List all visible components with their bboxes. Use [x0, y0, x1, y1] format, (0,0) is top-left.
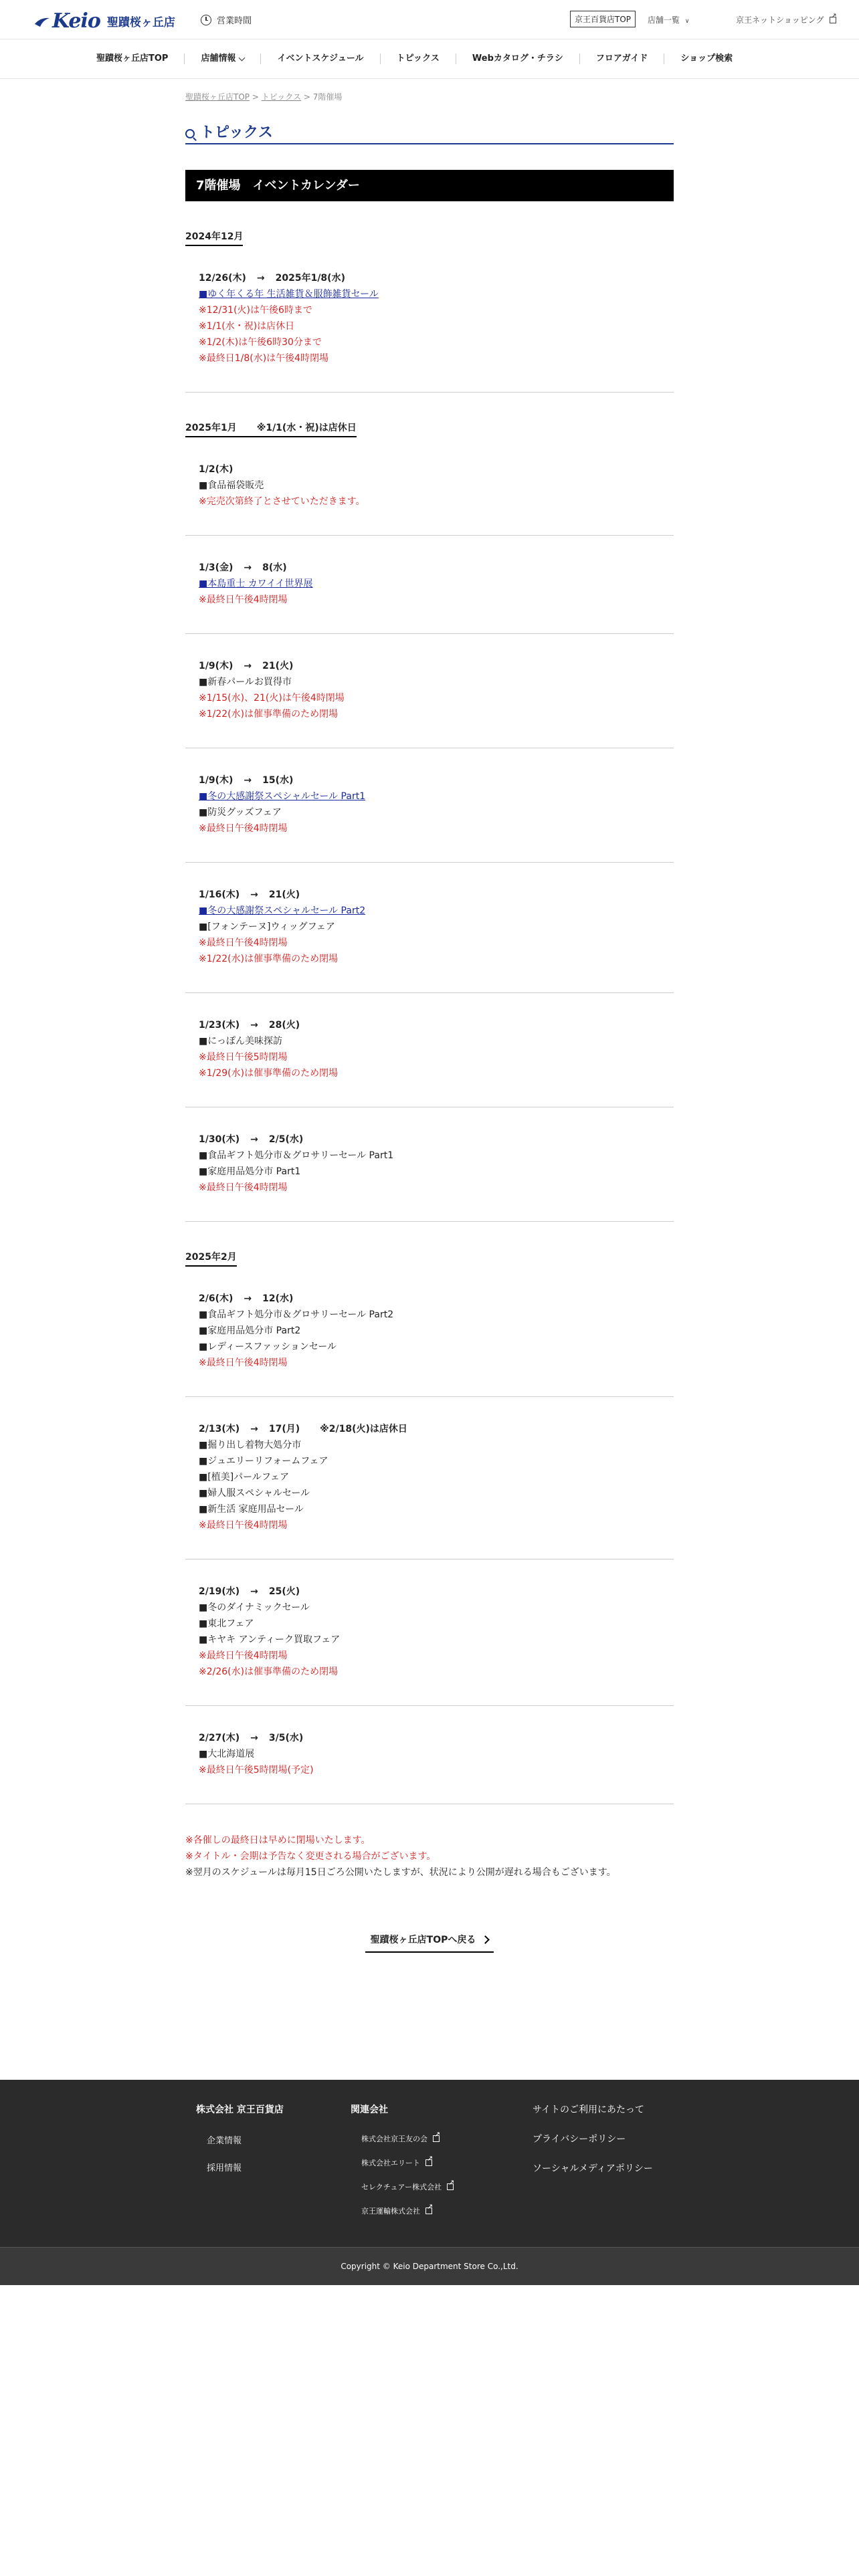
event-dates — [199, 1730, 674, 1746]
event-item — [185, 993, 674, 1107]
event-title: ■掘り出し着物大処分市 — [199, 1440, 302, 1451]
event-title: ■食品ギフト処分市＆グロサリーセール Part1 — [199, 1150, 394, 1161]
event-end-date: 2025年1/8(水) — [275, 273, 345, 284]
event-note: ※最終日午後4時閉場 — [199, 823, 288, 834]
month-heading — [185, 421, 357, 437]
event-note: ※最終日1/8(水)は午後4時閉場 — [199, 353, 329, 364]
footer-link-related-1[interactable] — [361, 2133, 454, 2144]
event-dates — [199, 1132, 674, 1148]
keio-top-link[interactable]: 京王百貨店TOP — [570, 11, 636, 27]
net-shopping-label: 京王ネットショッピング — [736, 15, 824, 25]
main-content — [185, 78, 674, 1953]
footer-company-title: 株式会社 京王百貨店 — [196, 2105, 284, 2115]
event-link[interactable]: ■ゆく年くる年 生活雑貨＆服飾雑貨セール — [199, 289, 379, 300]
breadcrumb-topics[interactable]: トピックス — [261, 92, 302, 102]
event-note: ※2/26(水)は催事準備のため閉場 — [199, 1667, 339, 1677]
event-end-date: 12(水) — [262, 1293, 294, 1304]
event-note: ※最終日午後5時閉場 — [199, 1052, 288, 1063]
net-shopping-link[interactable] — [736, 14, 836, 25]
event-title: ■冬のダイナミックセール — [199, 1602, 310, 1613]
top-bar — [0, 0, 859, 39]
event-note: ※1/15(水)、21(火)は午後4時閉場 — [199, 693, 345, 704]
arrow-right-icon: → — [244, 1293, 252, 1304]
event-end-date: 21(火) — [262, 661, 294, 671]
event-title: ■にっぽん美味探訪 — [199, 1036, 282, 1047]
event-title: ■婦人服スペシャルセール — [199, 1488, 310, 1499]
back-button-label: 聖蹟桜ヶ丘店TOPへ戻る — [370, 1935, 476, 1945]
event-title: ■新生活 家庭用品セール — [199, 1504, 304, 1515]
event-title: ■ジュエリーリフォームフェア — [199, 1456, 328, 1467]
event-link[interactable]: ■冬の大感謝祭スペシャルセール Part2 — [199, 905, 366, 916]
event-note: ※最終日午後5時閉場(予定) — [199, 1765, 314, 1776]
event-start-date: 1/30(木) — [199, 1134, 240, 1145]
event-dates — [199, 560, 674, 576]
external-link-icon — [425, 2159, 432, 2166]
footnote: ※翌月のスケジュールは毎月15日ごろ公開いたしますが、状況により公開が遅れる場合もございます。 — [185, 1867, 616, 1878]
external-link-icon — [447, 2183, 454, 2190]
event-note: ※最終日午後4時閉場 — [199, 938, 288, 948]
event-dates — [199, 1421, 674, 1437]
store-logo-link[interactable] — [33, 9, 175, 33]
external-link-icon — [425, 2208, 432, 2214]
external-link-icon — [830, 17, 836, 23]
event-title: ■新春パールお買得市 — [199, 677, 292, 687]
event-start-date: 12/26(木) — [199, 273, 246, 284]
event-title: ■[フォンテーヌ]ウィッグフェア — [199, 922, 335, 932]
footer-link-social-policy[interactable]: ソーシャルメディアポリシー — [533, 2163, 653, 2174]
event-item — [185, 863, 674, 993]
event-start-date: 2/19(水) — [199, 1586, 240, 1597]
event-item — [185, 1107, 674, 1222]
event-start-date: 1/9(木) — [199, 775, 233, 786]
event-note: ※1/2(木)は午後6時30分まで — [199, 337, 322, 348]
breadcrumb-home[interactable]: 聖蹟桜ヶ丘店TOP — [185, 92, 250, 102]
month-label: 2025年1月 — [185, 423, 237, 433]
event-note: ※1/22(水)は催事準備のため閉場 — [199, 709, 339, 720]
event-dates — [199, 772, 674, 788]
event-note: ※1/29(水)は催事準備のため閉場 — [199, 1068, 339, 1079]
event-note: ※1/22(水)は催事準備のため閉場 — [199, 954, 339, 964]
nav-label: 店舗情報 — [201, 53, 236, 64]
stores-label: 店舗一覧 — [648, 15, 680, 25]
keio-bird-icon — [33, 16, 51, 28]
month-heading — [185, 229, 243, 246]
nav-label: イベントスケジュール — [277, 53, 364, 64]
event-link[interactable]: ■本島重士 カワイイ世界展 — [199, 578, 313, 589]
nav-label: ショップ検索 — [680, 53, 733, 64]
month-label: 2024年12月 — [185, 231, 244, 242]
footer-col-policies — [533, 2103, 653, 2191]
event-start-date: 2/6(木) — [199, 1293, 233, 1304]
footer-link-related-3[interactable] — [361, 2181, 454, 2192]
event-end-date: 28(火) — [268, 1020, 300, 1031]
event-start-date: 1/9(木) — [199, 661, 233, 671]
breadcrumb — [185, 91, 674, 102]
chevron-down-icon — [239, 54, 246, 61]
footer — [0, 2080, 859, 2247]
event-end-date: 21(火) — [268, 889, 300, 900]
hours-link[interactable] — [201, 13, 252, 26]
copyright: Copyright © Keio Department Store Co.,Ltd. — [0, 2247, 859, 2285]
event-start-date: 1/3(金) — [199, 562, 233, 573]
footnote: ※各催しの最終日は早めに閉場いたします。 — [185, 1835, 371, 1846]
event-dates — [199, 887, 674, 903]
closed-day-note: ※2/18(火)は店休日 — [320, 1424, 407, 1434]
nav-item-event-schedule[interactable] — [261, 53, 380, 64]
nav-label: Webカタログ・チラシ — [472, 53, 563, 64]
chevron-down-icon: ∨ — [684, 18, 690, 25]
event-end-date: 2/5(水) — [268, 1134, 304, 1145]
footer-link-recruit[interactable]: 採用情報 — [207, 2163, 242, 2173]
event-dates — [199, 1291, 674, 1307]
event-note: ※1/1(水・祝)は店休日 — [199, 321, 295, 332]
clock-icon — [201, 15, 211, 25]
arrow-right-icon: → — [250, 1733, 258, 1743]
page-heading — [185, 121, 674, 144]
stores-dropdown[interactable] — [648, 14, 689, 25]
event-link[interactable]: ■冬の大感謝祭スペシャルセール Part1 — [199, 791, 366, 802]
footer-link-privacy[interactable]: プライバシーポリシー — [533, 2134, 626, 2145]
footer-link-label: 京王運輸株式会社 — [361, 2207, 420, 2216]
event-title: ■キヤキ アンティーク買取フェア — [199, 1634, 341, 1645]
nav-item-floor-guide[interactable] — [580, 53, 664, 64]
search-icon — [185, 129, 195, 138]
arrow-right-icon: → — [250, 1424, 258, 1434]
breadcrumb-current: 7階催場 — [312, 92, 343, 102]
footer-link-terms[interactable]: サイトのご利用にあたって — [533, 2105, 645, 2115]
event-dates — [199, 1017, 674, 1033]
event-item — [185, 1560, 674, 1706]
event-title: ■[植美]パールフェア — [199, 1472, 290, 1483]
nav-item-topics[interactable] — [381, 53, 456, 64]
event-start-date: 1/23(木) — [199, 1020, 240, 1031]
arrow-right-icon: → — [250, 1134, 258, 1145]
event-item — [185, 1397, 674, 1560]
event-note: ※最終日午後4時閉場 — [199, 1520, 288, 1531]
event-note: ※最終日午後4時閉場 — [199, 1650, 288, 1661]
event-title: ■食品ギフト処分市＆グロサリーセール Part2 — [199, 1309, 394, 1320]
nav-item-shop-search[interactable] — [664, 53, 749, 64]
external-link-icon — [433, 2135, 440, 2142]
footer-col-company — [196, 2103, 284, 2188]
event-start-date: 2/27(木) — [199, 1733, 240, 1743]
arrow-right-icon: → — [250, 1586, 258, 1597]
month-heading — [185, 1250, 237, 1267]
event-note: ※12/31(火)は午後6時まで — [199, 305, 312, 316]
logo-text: Keio — [52, 9, 100, 33]
event-dates — [199, 658, 674, 674]
event-item — [185, 748, 674, 863]
event-end-date: 17(月) — [268, 1424, 300, 1434]
event-end-date: 3/5(水) — [268, 1733, 304, 1743]
arrow-right-icon: → — [256, 273, 265, 284]
closed-day-note: ※1/1(水・祝)は店休日 — [256, 423, 357, 433]
event-start-date: 1/16(木) — [199, 889, 240, 900]
nav-label: フロアガイド — [595, 53, 648, 64]
back-to-store-top-button[interactable] — [365, 1933, 494, 1953]
footer-link-label: セレクチュアー株式会社 — [361, 2183, 442, 2191]
event-item — [185, 246, 674, 393]
global-nav — [0, 39, 859, 79]
event-title: ■家庭用品処分市 Part1 — [199, 1166, 301, 1177]
event-dates — [199, 270, 674, 286]
breadcrumb-separator: > — [301, 92, 313, 102]
event-item — [185, 437, 674, 536]
event-note: ※最終日午後4時閉場 — [199, 1358, 288, 1368]
nav-item-store-info[interactable] — [185, 53, 261, 64]
nav-label: 聖蹟桜ヶ丘店TOP — [96, 53, 169, 64]
arrow-right-icon: → — [244, 562, 252, 573]
footer-link-related-4[interactable] — [361, 2206, 454, 2216]
month-label: 2025年2月 — [185, 1252, 237, 1263]
event-title: ■食品福袋販売 — [199, 480, 264, 491]
event-item — [185, 1706, 674, 1804]
event-item — [185, 1267, 674, 1397]
arrow-right-icon: → — [244, 775, 252, 786]
event-item — [185, 536, 674, 634]
event-title: ■家庭用品処分市 Part2 — [199, 1325, 301, 1336]
event-dates — [199, 461, 674, 477]
footer-related-title: 関連会社 — [351, 2105, 388, 2115]
breadcrumb-separator: > — [250, 92, 262, 102]
event-end-date: 8(水) — [262, 562, 287, 573]
arrow-right-icon: → — [244, 661, 252, 671]
footer-link-label: 株式会社エリート — [361, 2159, 420, 2167]
event-title: ■大北海道展 — [199, 1749, 255, 1759]
event-title: ■防災グッズフェア — [199, 807, 282, 818]
event-note: ※最終日午後4時閉場 — [199, 595, 288, 605]
event-end-date: 25(火) — [268, 1586, 300, 1597]
event-start-date: 1/2(木) — [199, 464, 233, 475]
event-note: ※完売次第終了とさせていただきます。 — [199, 496, 365, 507]
event-note: ※最終日午後4時閉場 — [199, 1182, 288, 1193]
footer-col-related — [351, 2103, 454, 2230]
nav-label: トピックス — [396, 53, 440, 64]
arrow-right-icon: → — [250, 889, 258, 900]
event-dates — [199, 1584, 674, 1600]
event-start-date: 2/13(木) — [199, 1424, 240, 1434]
event-end-date: 15(水) — [262, 775, 294, 786]
footnotes — [185, 1832, 674, 1881]
footer-link-related-2[interactable] — [361, 2157, 454, 2168]
store-name: 聖蹟桜ヶ丘店 — [106, 16, 175, 29]
footnote: ※タイトル・会期は予告なく変更される場合がございます。 — [185, 1851, 436, 1862]
page-heading-text: トピックス — [200, 124, 273, 141]
footer-link-label: 株式会社京王友の会 — [361, 2135, 427, 2143]
nav-item-web-catalog[interactable] — [456, 53, 580, 64]
keio-logo — [33, 9, 100, 33]
hours-label: 営業時間 — [217, 16, 252, 26]
nav-item-store-top[interactable] — [80, 53, 185, 64]
event-item — [185, 634, 674, 748]
arrow-right-icon: → — [250, 1020, 258, 1031]
page-title: 7階催場 イベントカレンダー — [185, 170, 674, 201]
event-title: ■東北フェア — [199, 1618, 254, 1629]
footer-link-corporate[interactable]: 企業情報 — [207, 2136, 242, 2146]
chevron-right-icon — [481, 1935, 490, 1944]
event-calendar — [185, 201, 674, 1804]
event-title: ■レディースファッションセール — [199, 1341, 337, 1352]
